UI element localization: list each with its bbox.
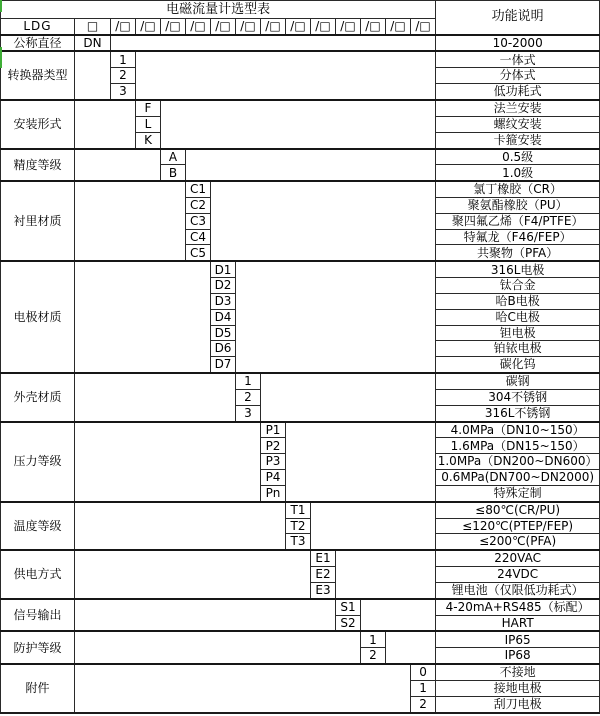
desc-cell: 低功耗式 bbox=[436, 84, 600, 100]
code-box-cell: /□ bbox=[361, 19, 386, 35]
code-box-cell: /□ bbox=[411, 19, 436, 35]
desc-cell: IP68 bbox=[436, 648, 600, 664]
table-row bbox=[1, 149, 600, 165]
desc-cell: 220VAC bbox=[436, 550, 600, 566]
right-spacer-cell bbox=[386, 631, 436, 664]
desc-cell: 接地电极 bbox=[436, 681, 600, 697]
code-cell: C3 bbox=[186, 213, 211, 229]
code-box-cell: /□ bbox=[161, 19, 186, 35]
desc-cell: 304不锈钢 bbox=[436, 389, 600, 405]
group-label: 公称直径 bbox=[1, 35, 75, 52]
right-spacer-cell bbox=[261, 373, 436, 422]
code-cell: P4 bbox=[261, 469, 286, 485]
code-cell: C1 bbox=[186, 181, 211, 197]
left-spacer-cell bbox=[75, 100, 136, 149]
group-label: 精度等级 bbox=[1, 149, 75, 182]
right-spacer-cell bbox=[161, 100, 436, 149]
table-row bbox=[1, 1, 600, 19]
group-label: 外壳材质 bbox=[1, 373, 75, 422]
desc-cell: ≤120℃(PTEP/FEP) bbox=[436, 518, 600, 534]
left-spacer-cell bbox=[75, 261, 211, 373]
left-spacer-cell bbox=[75, 149, 161, 182]
desc-cell: 锂电池（仅限低功耗式） bbox=[436, 582, 600, 598]
code-box-cell: /□ bbox=[211, 19, 236, 35]
group-label: 供电方式 bbox=[1, 550, 75, 599]
code-cell: 1 bbox=[361, 631, 386, 647]
code-cell: C5 bbox=[186, 245, 211, 261]
code-cell: C4 bbox=[186, 229, 211, 245]
table-row bbox=[1, 422, 600, 438]
code-cell: C2 bbox=[186, 198, 211, 214]
desc-cell: 10-2000 bbox=[436, 35, 600, 52]
group-label: 安装形式 bbox=[1, 100, 75, 149]
left-spacer-cell bbox=[75, 51, 111, 100]
desc-cell: 钽电极 bbox=[436, 325, 600, 341]
code-cell: P3 bbox=[261, 454, 286, 470]
group-label: 信号输出 bbox=[1, 599, 75, 632]
desc-cell: 1.0级 bbox=[436, 165, 600, 181]
table-row bbox=[1, 599, 600, 615]
code-cell: D4 bbox=[211, 309, 236, 325]
group-label: 附件 bbox=[1, 664, 75, 713]
table-row bbox=[1, 631, 600, 647]
code-cell: D5 bbox=[211, 325, 236, 341]
desc-cell: 不接地 bbox=[436, 664, 600, 680]
code-cell: T3 bbox=[286, 534, 311, 550]
code-box-cell: /□ bbox=[311, 19, 336, 35]
left-spacer-cell bbox=[75, 550, 311, 599]
desc-cell: 特殊定制 bbox=[436, 485, 600, 501]
code-box-cell: /□ bbox=[386, 19, 411, 35]
code-cell: F bbox=[136, 100, 161, 116]
desc-cell: 0.6MPa(DN700~DN2000) bbox=[436, 469, 600, 485]
right-spacer-cell bbox=[286, 422, 436, 502]
code-cell: D2 bbox=[211, 278, 236, 294]
page-title: 电磁流量计选型表 bbox=[1, 1, 436, 19]
code-cell: 3 bbox=[236, 405, 261, 421]
desc-cell: 铂铱电极 bbox=[436, 341, 600, 357]
desc-cell: 特氟龙（F46/FEP） bbox=[436, 229, 600, 245]
desc-cell: 1.0MPa（DN200~DN600） bbox=[436, 454, 600, 470]
code-cell: D3 bbox=[211, 294, 236, 310]
code-box-cell: /□ bbox=[286, 19, 311, 35]
left-spacer-cell bbox=[75, 181, 186, 261]
code-cell: 2 bbox=[361, 648, 386, 664]
desc-cell: 共聚物（PFA） bbox=[436, 245, 600, 261]
code-cell: Pn bbox=[261, 485, 286, 501]
code-cell: A bbox=[161, 149, 186, 165]
code-cell: L bbox=[136, 116, 161, 132]
code-cell: 1 bbox=[411, 681, 436, 697]
desc-cell: 聚四氟乙烯（F4/PTFE） bbox=[436, 213, 600, 229]
model-prefix-cell: LDG bbox=[1, 19, 75, 35]
code-cell: 2 bbox=[111, 68, 136, 84]
desc-cell: 刮刀电极 bbox=[436, 696, 600, 713]
code-cell: 3 bbox=[111, 84, 136, 100]
desc-cell: 一体式 bbox=[436, 51, 600, 67]
code-cell: 0 bbox=[411, 664, 436, 680]
code-cell: T2 bbox=[286, 518, 311, 534]
code-cell: S2 bbox=[336, 615, 361, 631]
desc-cell: HART bbox=[436, 615, 600, 631]
desc-cell: 4-20mA+RS485（标配） bbox=[436, 599, 600, 615]
left-spacer-cell bbox=[75, 502, 286, 551]
code-cell: T1 bbox=[286, 502, 311, 518]
code-box-cell: /□ bbox=[336, 19, 361, 35]
right-spacer-cell bbox=[111, 35, 436, 52]
group-label: 防护等级 bbox=[1, 631, 75, 664]
group-label: 衬里材质 bbox=[1, 181, 75, 261]
code-cell: D6 bbox=[211, 341, 236, 357]
code-cell: P2 bbox=[261, 438, 286, 454]
desc-cell: 4.0MPa（DN10~150） bbox=[436, 422, 600, 438]
desc-cell: IP65 bbox=[436, 631, 600, 647]
table-row bbox=[1, 502, 600, 518]
code-box-cell: /□ bbox=[261, 19, 286, 35]
code-cell: 1 bbox=[236, 373, 261, 389]
desc-cell: ≤80℃(CR/PU) bbox=[436, 502, 600, 518]
code-cell: 2 bbox=[236, 389, 261, 405]
group-label: 转换器类型 bbox=[1, 51, 75, 100]
desc-cell: 卡箍安装 bbox=[436, 132, 600, 148]
function-column-header: 功能说明 bbox=[436, 1, 600, 35]
code-box-cell: /□ bbox=[136, 19, 161, 35]
desc-cell: 氯丁橡胶（CR） bbox=[436, 181, 600, 197]
code-box-cell: /□ bbox=[111, 19, 136, 35]
code-cell: DN bbox=[75, 35, 111, 52]
code-cell: 2 bbox=[411, 696, 436, 713]
code-cell: S1 bbox=[336, 599, 361, 615]
desc-cell: 螺纹安装 bbox=[436, 116, 600, 132]
code-cell: P1 bbox=[261, 422, 286, 438]
right-spacer-cell bbox=[136, 51, 436, 100]
desc-cell: 分体式 bbox=[436, 68, 600, 84]
code-cell: D7 bbox=[211, 357, 236, 373]
code-cell: E3 bbox=[311, 582, 336, 598]
desc-cell: 钛合金 bbox=[436, 278, 600, 294]
desc-cell: 聚氨酯橡胶（PU） bbox=[436, 198, 600, 214]
code-cell: K bbox=[136, 132, 161, 148]
left-spacer-cell bbox=[75, 599, 336, 632]
code-cell: 1 bbox=[111, 51, 136, 67]
group-label: 压力等级 bbox=[1, 422, 75, 502]
left-spacer-cell bbox=[75, 664, 411, 713]
code-cell: D1 bbox=[211, 261, 236, 277]
code-box-cell: /□ bbox=[236, 19, 261, 35]
right-spacer-cell bbox=[336, 550, 436, 599]
code-cell: B bbox=[161, 165, 186, 181]
desc-cell: 316L电极 bbox=[436, 261, 600, 277]
left-spacer-cell bbox=[75, 373, 236, 422]
code-cell: E2 bbox=[311, 567, 336, 583]
desc-cell: 哈B电极 bbox=[436, 294, 600, 310]
selection-table-body bbox=[1, 1, 600, 714]
desc-cell: 0.5级 bbox=[436, 149, 600, 165]
right-spacer-cell bbox=[186, 149, 436, 182]
table-row bbox=[1, 51, 600, 67]
group-label: 电极材质 bbox=[1, 261, 75, 373]
right-spacer-cell bbox=[361, 599, 436, 632]
desc-cell: 法兰安装 bbox=[436, 100, 600, 116]
desc-cell: ≤200℃(PFA) bbox=[436, 534, 600, 550]
right-spacer-cell bbox=[211, 181, 436, 261]
table-row bbox=[1, 35, 600, 52]
code-box-cell: /□ bbox=[186, 19, 211, 35]
table-row bbox=[1, 373, 600, 389]
table-row bbox=[1, 550, 600, 566]
desc-cell: 碳钢 bbox=[436, 373, 600, 389]
code-cell: E1 bbox=[311, 550, 336, 566]
table-row bbox=[1, 181, 600, 197]
left-spacer-cell bbox=[75, 422, 261, 502]
desc-cell: 哈C电极 bbox=[436, 309, 600, 325]
desc-cell: 24VDC bbox=[436, 567, 600, 583]
code-box-cell: □ bbox=[75, 19, 111, 35]
left-spacer-cell bbox=[75, 631, 361, 664]
table-row bbox=[1, 664, 600, 680]
right-spacer-cell bbox=[311, 502, 436, 551]
desc-cell: 316L不锈钢 bbox=[436, 405, 600, 421]
desc-cell: 碳化钨 bbox=[436, 357, 600, 373]
table-row bbox=[1, 100, 600, 116]
group-label: 温度等级 bbox=[1, 502, 75, 551]
desc-cell: 1.6MPa（DN15~150） bbox=[436, 438, 600, 454]
table-row bbox=[1, 261, 600, 277]
right-spacer-cell bbox=[236, 261, 436, 373]
